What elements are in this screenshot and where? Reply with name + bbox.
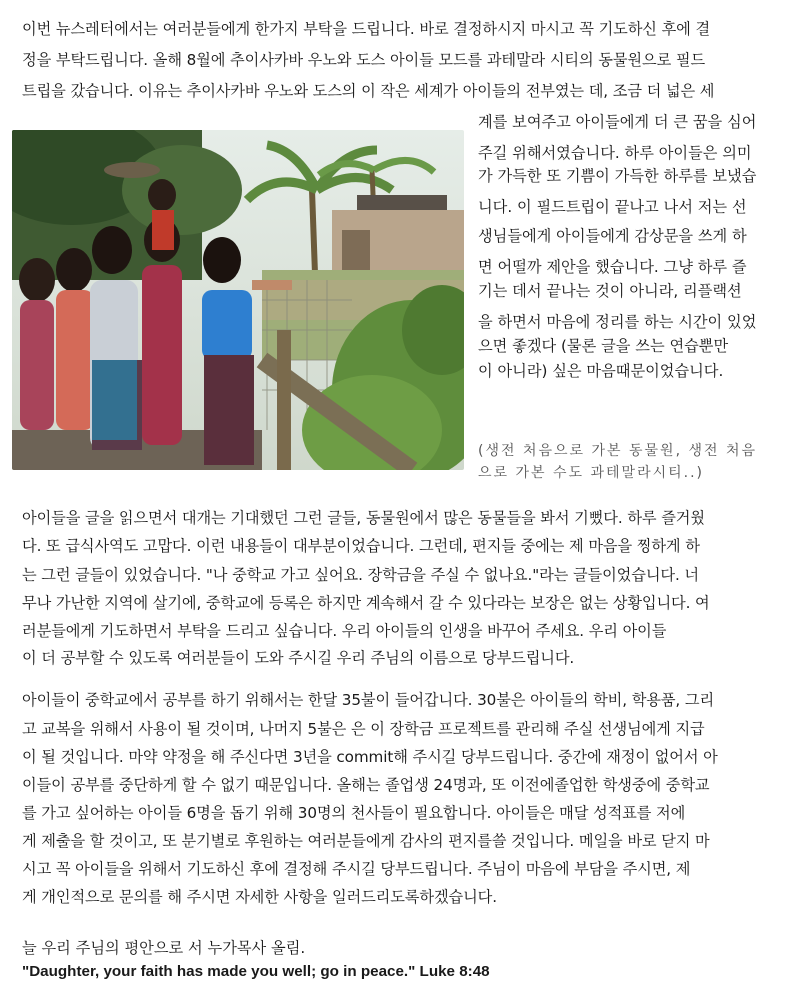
para3-line-1: 아이들이 중학교에서 공부를 하기 위해서는 한달 35불이 들어갑니다. 30불은 아이들의 학비, 학용품, 그리 <box>22 691 715 709</box>
intro-wrap-line-8: 을 하면서 마음에 정리를 하는 시간이 있었 <box>478 313 757 331</box>
para3-line-3: 이 될 것입니다. 마약 약정을 해 주신다면 3년을 commit해 주시길 당부드립니다. 중간에 재정이 없어서 아 <box>22 748 718 766</box>
para2-line-5: 러분들에게 기도하면서 부탁을 드리고 싶습니다. 우리 아이들의 인생을 바꾸어 주세요. 우리 아이들 <box>22 622 667 640</box>
intro-wrap-line-4: 니다. 이 필드트립이 끝나고 나서 저는 선 <box>478 198 747 216</box>
intro-line-1: 이번 뉴스레터에서는 여러분들에게 한가지 부탁을 드립니다. 바로 결정하시지 마시고 꼭 기도하신 후에 결 <box>22 20 711 38</box>
para3-line-2: 고 교복을 위해서 사용이 될 것이며, 나머지 5불은 은 이 장학금 프로젝트를 관리해 주실 선생님에게 지급 <box>22 720 705 738</box>
para3-line-5: 를 가고 싶어하는 아이들 6명을 돕기 위해 30명의 천사들이 필요합니다. 아이들은 매달 성적표를 저에 <box>22 804 686 822</box>
intro-line-3: 트립을 갔습니다. 이유는 추이사카바 우노와 도스의 이 작은 세계가 아이들의 전부였는 데, 조금 더 넓은 세 <box>22 82 715 100</box>
para3-line-8: 게 개인적으로 문의를 해 주시면 자세한 사항을 일러드리도록하겠습니다. <box>22 888 497 906</box>
para2-line-4: 무나 가난한 지역에 살기에, 중학교에 등록은 하지만 계속해서 갈 수 있다라는 보장은 없는 상황입니다. 여 <box>22 594 710 612</box>
intro-wrap-line-1: 계를 보여주고 아이들에게 더 큰 꿈을 심어 <box>478 113 757 131</box>
para2-line-3: 는 그런 글들이 있었습니다. "나 중학교 가고 싶어요. 장학금을 주실 수 없나요."라는 글들이었습니다. 너 <box>22 566 699 584</box>
para2-line-6: 이 더 공부할 수 있도록 여러분들이 도와 주시길 우리 주님의 이름으로 당부드립니다. <box>22 649 575 667</box>
para3-line-6: 게 제출을 할 것이고, 또 분기별로 후원하는 여러분들에게 감사의 편지를쓸 것입니다. 메일을 바로 닫지 마 <box>22 832 710 850</box>
para3-line-7: 시고 꼭 아이들을 위해서 기도하신 후에 결정해 주시길 당부드립니다. 주님이 마음에 부담을 주시면, 제 <box>22 860 691 878</box>
intro-wrap-line-5: 생님들에게 아이들에게 감상문을 쓰게 하 <box>478 227 747 245</box>
intro-wrap-line-9: 으면 좋겠다 (물론 글을 쓰는 연습뿐만 <box>478 337 729 355</box>
para3-line-4: 이들이 공부를 중단하게 할 수 없기 때문입니다. 올해는 졸업생 24명과, 또 이전에졸업한 학생중에 중학교 <box>22 776 710 794</box>
intro-wrap-line-10: 이 아니라) 싶은 마음때문이었습니다. <box>478 362 724 380</box>
intro-wrap-line-2: 주길 위해서였습니다. 하루 아이들은 의미 <box>478 144 752 162</box>
intro-wrap-line-3: 가 가득한 또 기쁨이 가득한 하루를 보냈습 <box>478 167 757 185</box>
intro-line-2: 정을 부탁드립니다. 올해 8월에 추이사카바 우노와 도스 아이들 모드를 과테말라 시티의 동물원으로 필드 <box>22 51 706 69</box>
photo-caption-line-1: (생전 처음으로 가본 동물원, 생전 처음 <box>478 443 758 459</box>
bible-verse: "Daughter, your faith has made you well; go in peace." Luke 8:48 <box>22 963 490 980</box>
photo-caption-line-2: 으로 가본 수도 과테말라시티..) <box>478 465 705 481</box>
para2-line-2: 다. 또 급식사역도 고맙다. 이런 내용들이 대부분이었습니다. 그런데, 편지들 중에는 제 마음을 찡하게 하 <box>22 537 700 555</box>
intro-wrap-line-6: 면 어떨까 제안을 했습니다. 그냥 하루 즐 <box>478 258 747 276</box>
intro-wrap-line-7: 기는 데서 끝나는 것이 아니라, 리플랙션 <box>478 282 742 300</box>
para2-line-1: 아이들을 글을 읽으면서 대개는 기대했던 그런 글들, 동물원에서 많은 동물들을 봐서 기뻤다. 하루 즐거웠 <box>22 509 705 527</box>
zoo-field-trip-photo <box>12 130 464 470</box>
closing-signature: 늘 우리 주님의 평안으로 서 누가목사 올림. <box>22 939 306 957</box>
